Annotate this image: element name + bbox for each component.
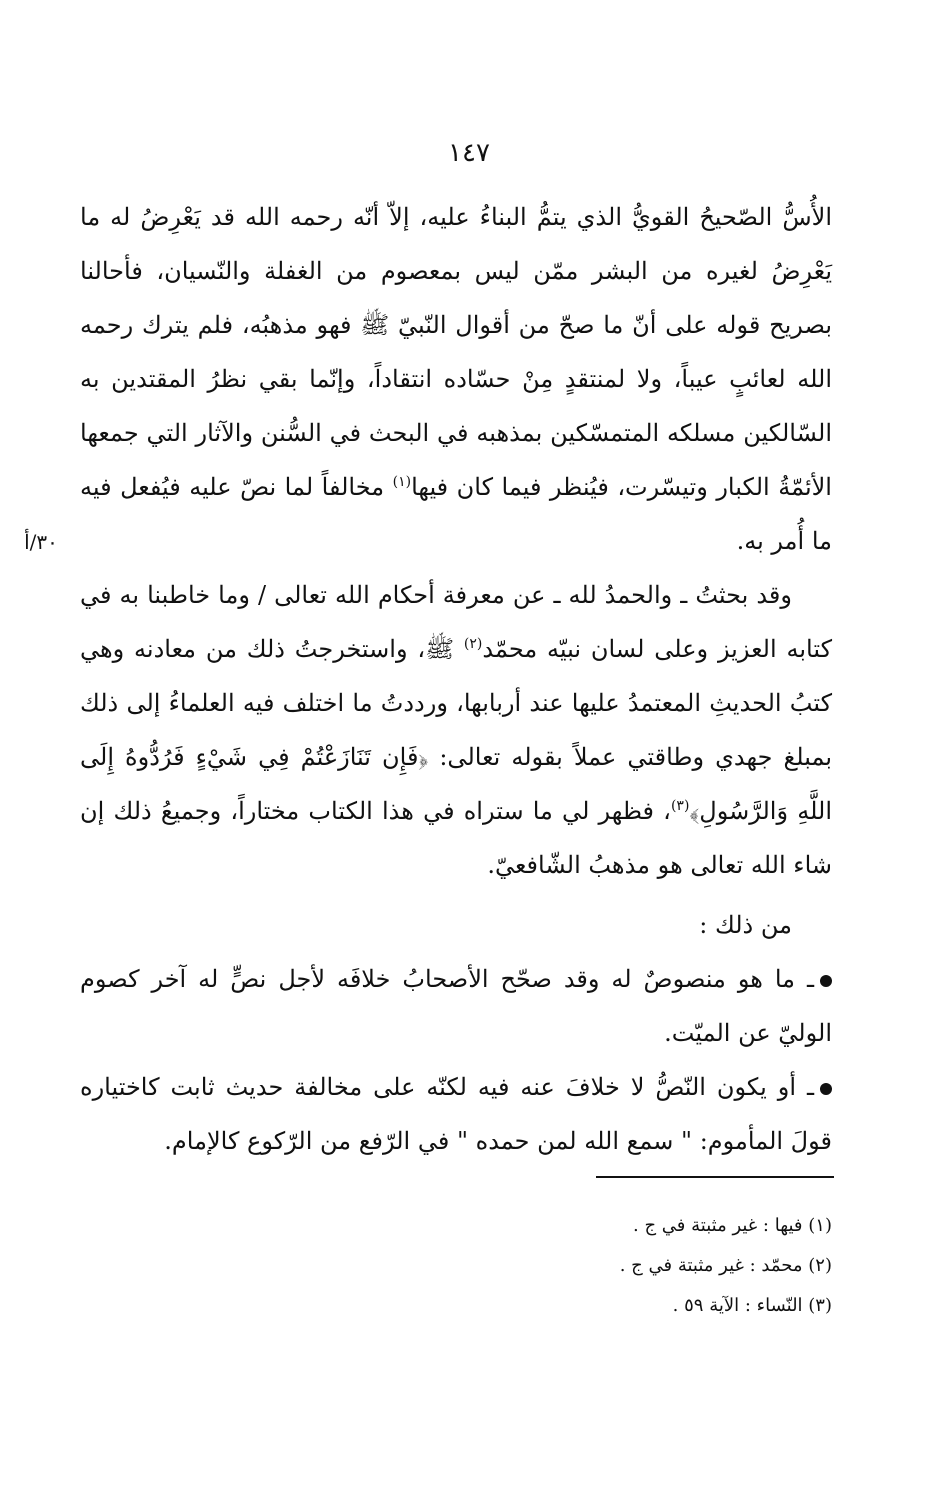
- paragraph-2-text-after: ﷺ، واستخرجتُ ذلك من معادنه وهي كتبُ الحديثِ المعتمدُ عليها عند أربابها، ورددتُ ما اختلف فيه العلماءُ إلى ذلك بمبلغ جهدي وطاقتي عملاً بقوله تعالى: ﴿فَإِن تَنَازَعْتُمْ فِي شَيْءٍ فَرُدُّوهُ إِلَى اللَّهِ وَالرَّسُولِ﴾: [80, 635, 832, 825]
- paragraph-2: [80, 568, 832, 892]
- page-number: ١٤٧: [448, 138, 490, 168]
- paragraph-1-text: الأُسُّ الصّحيحُ القويُّ الذي يتمُّ البناءُ عليه، إلاّ أنّه رحمه الله قد يَعْرِضُ له ما يَعْرِضُ لغيره من البشر ممّن ليس بمعصوم من الغفلة والنّسيان، فأحالنا بصريح قوله على أنّ ما صحّ من أقوال النّبيّ ﷺ فهو مذهبُه، فلم يترك رحمه الله لعائبٍ عيباً، ولا لمنتقدٍ مِنْ حسّاده انتقاداً، وإنّما بقي نظرُ المقتدين به السّالكين مسلكه المتمسّكين بمذهبه في البحث في السُّنن والآثار التي جمعها الأئمّةُ الكبار وتيسّرت، فيُنظر فيما كان فيها: [80, 203, 832, 501]
- footnote-ref-2: (٢): [463, 636, 483, 652]
- footnote-ref-1: (١): [392, 474, 412, 490]
- footnote-ref-3: (٣): [670, 798, 690, 814]
- footnote-2: (٢) محمّد : غير مثبتة في ج .: [619, 1255, 832, 1276]
- bullet-item-2: [80, 1060, 832, 1168]
- footnote-separator: [596, 1176, 834, 1178]
- paragraph-2-text: وقد بحثتُ ـ والحمدُ لله ـ عن معرفة أحكام الله تعالى / وما خاطبنا به في كتابه العزيز وعلى لسان نبيّه محمّد: [80, 581, 832, 663]
- footnote-1: (١) فيها : غير مثبتة في ج .: [633, 1215, 832, 1236]
- bullet-dot-icon: [820, 975, 832, 987]
- paragraph-1: [80, 190, 832, 568]
- footnote-3: (٣) النّساء : الآية ٥٩ .: [672, 1295, 832, 1316]
- margin-folio-reference: ٣٠/أ: [24, 530, 58, 554]
- subheading-text: من ذلك :: [699, 911, 792, 939]
- bullet-dot-icon: [820, 1083, 832, 1095]
- footnotes: [380, 1206, 832, 1326]
- bullet-item-1-text: ـ ما هو منصوصٌ له وقد صحّح الأصحابُ خلافَه لأجل نصٍّ له آخر كصوم الوليّ عن الميّت.: [80, 965, 832, 1047]
- bullet-item-1: [80, 952, 832, 1060]
- main-text: [80, 190, 832, 1168]
- subheading: [80, 898, 832, 952]
- paragraph-1-text-after: مخالفاً لما نصّ عليه فيُفعل فيه ما أُمر به.: [80, 473, 832, 555]
- paragraph-2-text-after-2: ، فظهر لي ما ستراه في هذا الكتاب مختاراً، وجميعُ ذلك إن شاء الله تعالى هو مذهبُ الشّافعيّ.: [80, 797, 832, 879]
- bullet-item-2-text: ـ أو يكون النّصُّ لا خلافَ عنه فيه لكنّه على مخالفة حديث ثابت كاختياره قولَ المأموم: " سمع الله لمن حمده " في الرّفع من الرّكوع كالإمام.: [80, 1073, 832, 1155]
